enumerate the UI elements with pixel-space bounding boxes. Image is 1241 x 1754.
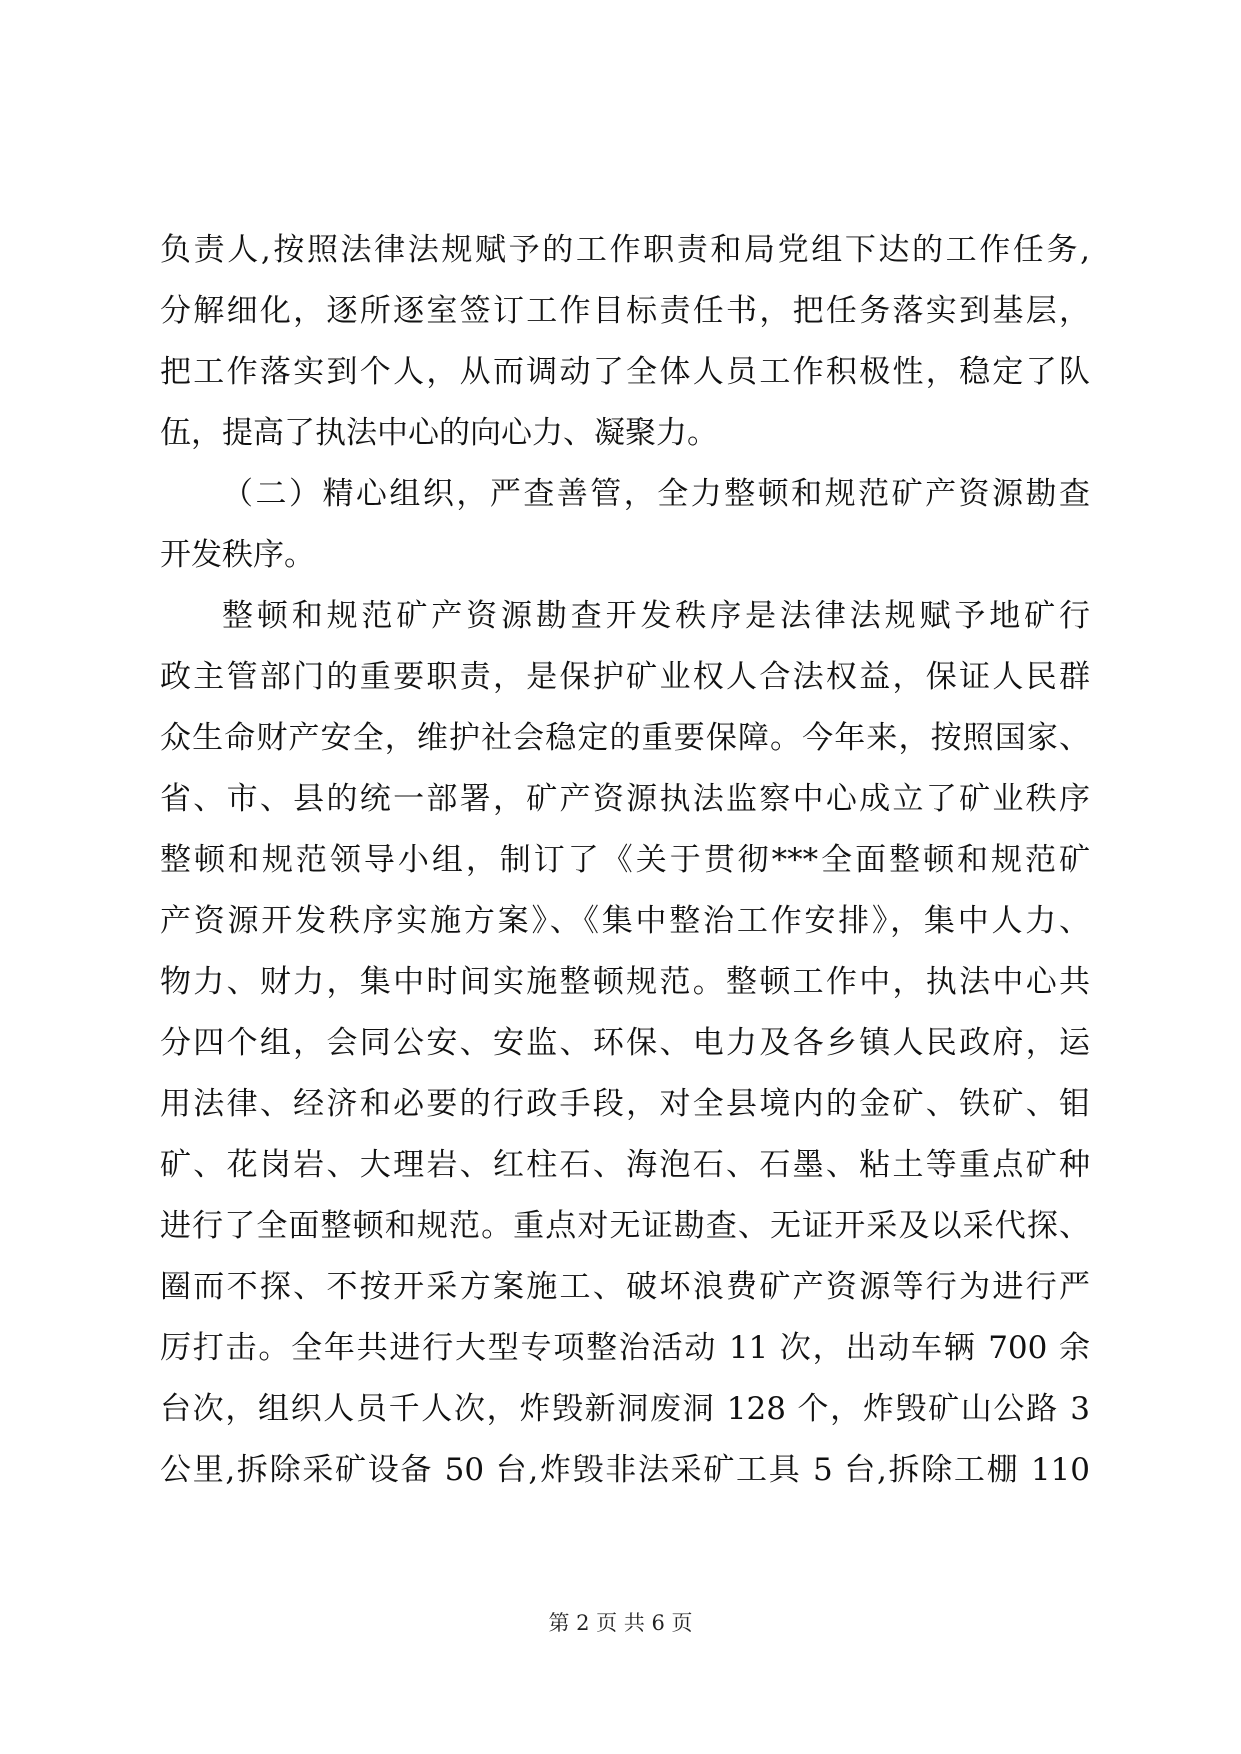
paragraph-2-heading bbox=[160, 476, 1090, 598]
paragraph-3 bbox=[160, 598, 1090, 1513]
text-line: 伍，提高了执法中心的向心力、凝聚力。 bbox=[160, 415, 718, 451]
document-body bbox=[160, 232, 1090, 1513]
text-line: 进行了全面整顿和规范。重点对无证勘查、无证开采及以采代探、 bbox=[160, 1208, 1090, 1244]
section-heading-line: （二）精心组织，严查善管，全力整顿和规范矿产资源勘查 bbox=[222, 476, 1090, 512]
text-line: 公里,拆除采矿设备 50 台,炸毁非法采矿工具 5 台,拆除工棚 110 bbox=[160, 1452, 1090, 1488]
text-line: 物力、财力，集中时间实施整顿规范。整顿工作中，执法中心共 bbox=[160, 964, 1090, 1000]
text-line: 负责人,按照法律法规赋予的工作职责和局党组下达的工作任务, bbox=[160, 232, 1090, 268]
text-line: 整顿和规范领导小组，制订了《关于贯彻***全面整顿和规范矿 bbox=[160, 842, 1090, 878]
text-line: 矿、花岗岩、大理岩、红柱石、海泡石、石墨、粘土等重点矿种 bbox=[160, 1147, 1090, 1183]
text-line: 台次，组织人员千人次，炸毁新洞废洞 128 个，炸毁矿山公路 3 bbox=[160, 1391, 1090, 1427]
text-line: 省、市、县的统一部署，矿产资源执法监察中心成立了矿业秩序 bbox=[160, 781, 1090, 817]
text-line: 政主管部门的重要职责，是保护矿业权人合法权益，保证人民群 bbox=[160, 659, 1090, 695]
text-line: 分四个组，会同公安、安监、环保、电力及各乡镇人民政府，运 bbox=[160, 1025, 1090, 1061]
section-heading-line: 开发秩序。 bbox=[160, 537, 315, 573]
text-line: 众生命财产安全，维护社会稳定的重要保障。今年来，按照国家、 bbox=[160, 720, 1090, 756]
page-footer: 第 2 页 共 6 页 bbox=[548, 1611, 693, 1635]
text-line: 分解细化，逐所逐室签订工作目标责任书，把任务落实到基层， bbox=[160, 293, 1090, 329]
text-line: 整顿和规范矿产资源勘查开发秩序是法律法规赋予地矿行 bbox=[222, 598, 1090, 634]
text-line: 产资源开发秩序实施方案》、《集中整治工作安排》，集中人力、 bbox=[160, 903, 1090, 939]
paragraph-1 bbox=[160, 232, 1090, 476]
text-line: 用法律、经济和必要的行政手段，对全县境内的金矿、铁矿、钼 bbox=[160, 1086, 1090, 1122]
text-line: 把工作落实到个人，从而调动了全体人员工作积极性，稳定了队 bbox=[160, 354, 1090, 390]
text-line: 圈而不探、不按开采方案施工、破坏浪费矿产资源等行为进行严 bbox=[160, 1269, 1090, 1305]
text-line: 厉打击。全年共进行大型专项整治活动 11 次，出动车辆 700 余 bbox=[160, 1330, 1090, 1366]
